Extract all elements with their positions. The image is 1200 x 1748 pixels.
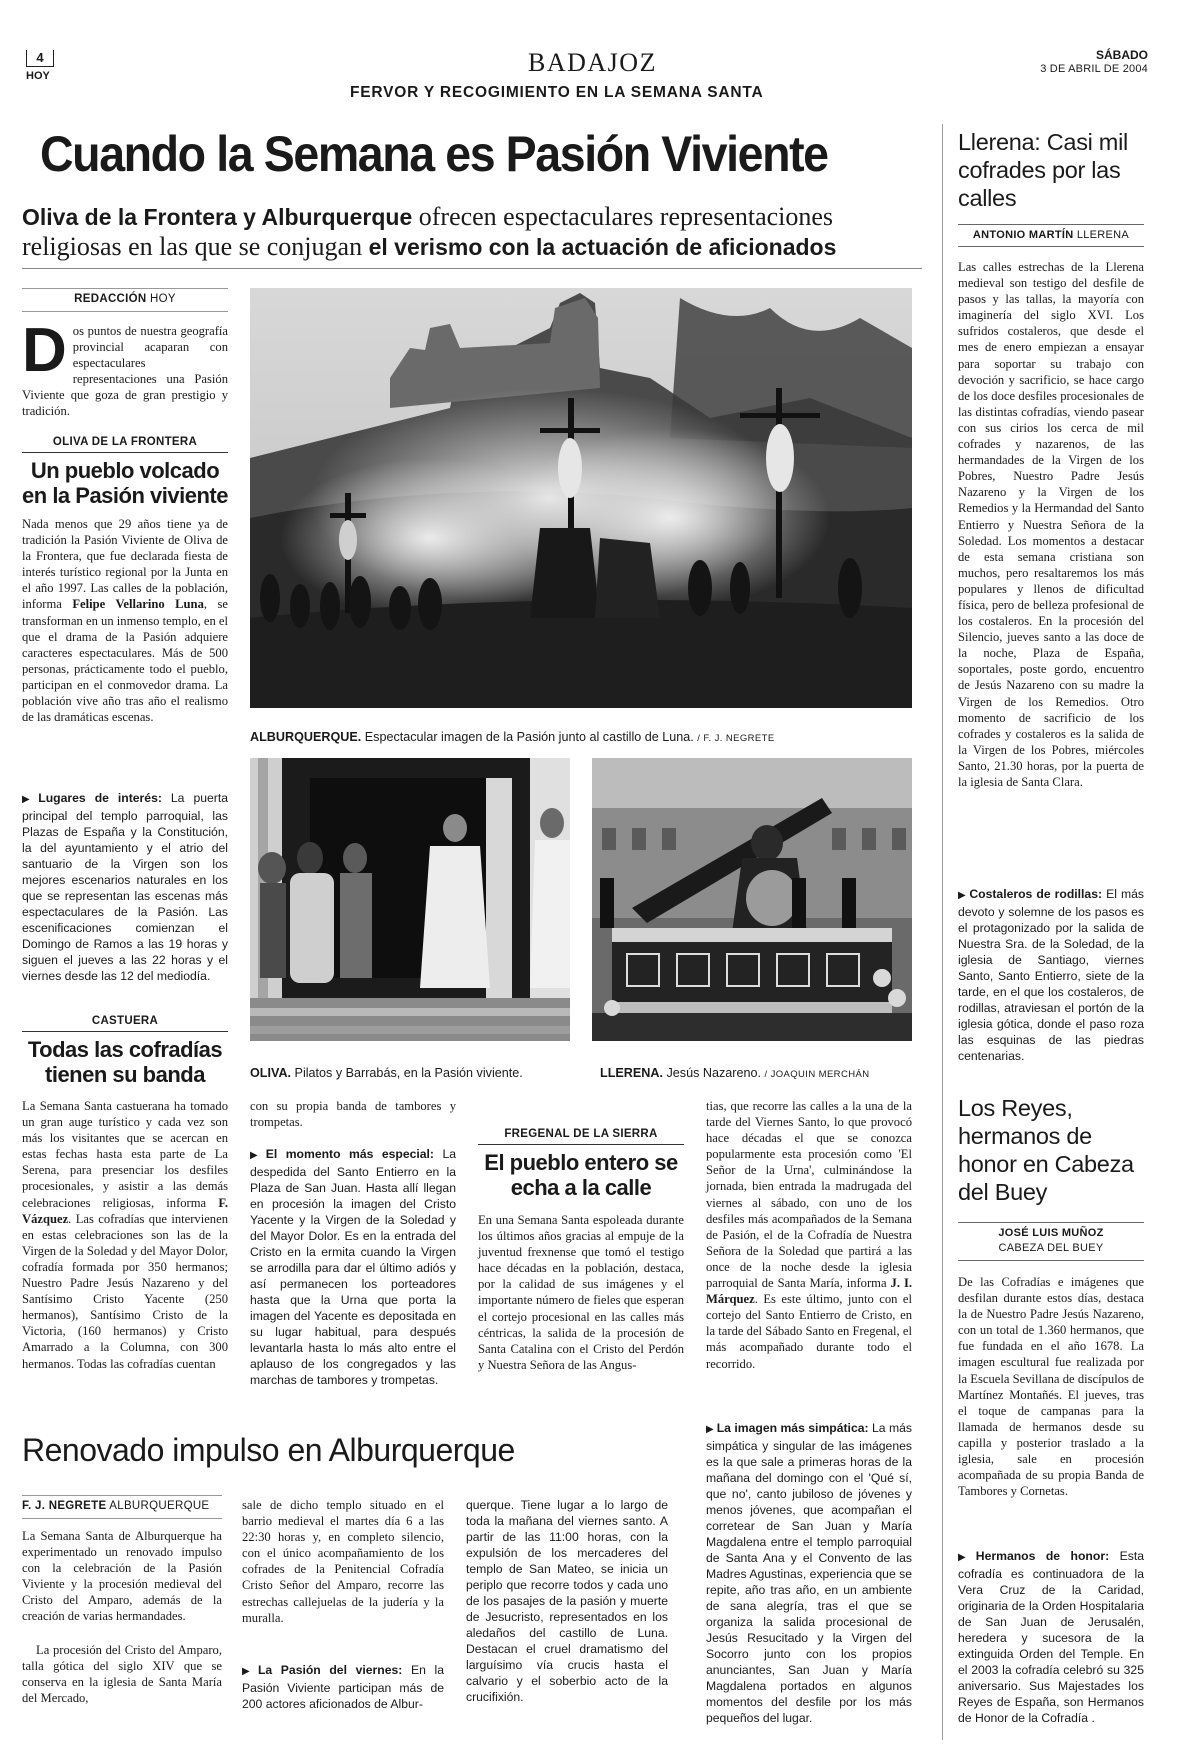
castuera-body-1 <box>22 1098 228 1372</box>
llerena-headline: Llerena: Casi mil cofrades por las calles <box>958 129 1128 211</box>
main-headline: Cuando la Semana es Pasión Viviente <box>40 126 828 182</box>
reyes-byline <box>958 1226 1144 1256</box>
reyes-headline: Los Reyes, hermanos de honor en Cabeza del Buey <box>958 1095 1134 1205</box>
fregenal-title: El pueblo entero se echa a la calle <box>484 1150 678 1200</box>
oliva-title: Un pueblo volcado en la Pasión viviente <box>22 458 228 508</box>
reyes-body-1: De las Cofradías e imágenes que desfilan durante estos días, destaca la de Nuestro Padre Jesús Nazareno, con un total de 1.360 hermanos, que fue fundada en el año 1678. La imagen escultural fue realizada por la Escuela Sevillana de discípulos de Martínez Montañés. El jueves, tras el toque de campanas para la llamada de hermanos desde su capilla y posterior traslado a la iglesia, sale en procesión acompañada de su propia Banda de Tambores y Cornetas. <box>958 1275 1144 1499</box>
alburquerque-photo <box>250 288 912 708</box>
llerena-photo <box>592 758 912 1041</box>
crucifixion-scene <box>250 288 912 708</box>
intro-paragraph <box>22 316 228 420</box>
oliva-caption-text: Pilatos y Barrabás, en la Pasión viviente. <box>291 1066 523 1080</box>
oliva-kicker: OLIVA DE LA FRONTERA <box>52 436 198 448</box>
alb-byline-rule-top <box>22 1495 222 1496</box>
arrow-icon: ▶ <box>958 1552 973 1563</box>
alburquerque-body-4 <box>242 1662 444 1712</box>
castuera-text-2: . Las cofradías que intervienen en estas celebraciones son las de la Virgen de la Soledad y del Mayor Dolor, cofradía formada por 350 hermanos; Nuestro Padre Jesús Nazareno y del Santísimo Cristo Yacente (250 hermanos), Santísimo Cristo de la Victoria, (160 hermanos) y Cristo Amarrado a la Columna, con 300 hermanos. Todas las cofradías cuentan <box>22 1211 228 1371</box>
oliva-caption <box>250 1066 523 1080</box>
llerena-byline <box>958 229 1144 241</box>
fregenal-lead: La imagen más simpática: <box>716 1421 869 1435</box>
alburquerque-body-1: La Semana Santa de Alburquerque ha experimentado un renovado impulso con la celebración de la Pasión Viviente y la procesión medieval del Cristo del Amparo, además de la creación de varias hermandades. <box>22 1529 222 1624</box>
oliva-body-1 <box>22 516 228 725</box>
deck-text: ofrecen espectaculares representaciones religiosas en las que se conjugan <box>22 202 834 261</box>
main-byline <box>22 293 228 305</box>
main-byline-place: HOY <box>150 293 176 305</box>
llerena-lead: Costaleros de rodillas: <box>969 887 1103 901</box>
jesus-nazareno-float <box>592 758 912 1041</box>
llerena-caption <box>600 1066 869 1080</box>
alburquerque-body-2: La procesión del Cristo del Amparo, talla gótica del siglo XIV que se conserva en la iglesia de Santa María del Mercado, <box>22 1643 222 1706</box>
alburquerque-headline: Renovado impulso en Alburquerque <box>22 1432 515 1468</box>
reyes-body-2 <box>958 1548 1144 1726</box>
main-byline-name: REDACCIÓN <box>74 293 147 305</box>
oliva-caption-place: OLIVA. <box>250 1066 292 1080</box>
byline-rule-top <box>22 288 228 289</box>
page-number: 4 <box>36 50 44 65</box>
fregenal-text-3: . Es este último, junto con el cortejo del Santo Entierro de Cristo, en la tarde del Sábado Santo en Fregenal, el más acompañado durante todo el recorrido. <box>706 1292 912 1371</box>
oliva-kicker-rule <box>22 452 228 453</box>
oliva-photo <box>250 758 570 1041</box>
alb-lead: La Pasión del viernes: <box>257 1663 403 1677</box>
fregenal-body-1: En una Semana Santa espoleada durante los últimos años gracias al empuje de la juventud frexnense que tomó el testigo hace décadas en la población, destaca, por la calidad de sus imágenes y el importante número de fieles que esperan el cortejo procesional en las calles más céntricas, la salida de la procesión de Santa Catalina con el Cristo del Perdón y Nuestra Señora de las Angus- <box>478 1213 684 1372</box>
castuera-text-1: La Semana Santa castuerana ha tomado un gran auge turístico y cada vez son más los visitantes que se acercan en estas fechas hasta esta parte de La Serena, para presenciar los desfiles procesionales, y asistir a las demás celebraciones religiosas, informa <box>22 1099 228 1210</box>
reyes-text-2: Esta cofradía es continuadora de la Vera Cruz de la Caridad, originaria de la Orden Hospitalaria de San Juan de Jerusalén, heredera y sucesora de la extinguida Orden del Temple. En el 2003 la cofradía celebró su 325 aniversario. Sus Majestades los Reyes de España, son Hermanos de Honor de la Cofradía . <box>958 1549 1144 1725</box>
alburquerque-byline <box>22 1500 222 1512</box>
paper-name: HOY <box>26 70 50 82</box>
llerena-caption-credit: / JOAQUIN MERCHÁN <box>764 1069 870 1080</box>
castuera-lead: El momento más especial: <box>265 1147 434 1161</box>
deck-rule <box>22 268 922 269</box>
pilatos-barrabas-scene <box>250 758 570 1041</box>
reyes-byline-place: CABEZA DEL BUEY <box>998 1242 1104 1254</box>
llerena-body-2 <box>958 886 1144 1064</box>
llerena-text-2: El más devoto y solemne de los pasos es el protagonizado por la salida de Nuestra Sra. de la Soledad, de la iglesia de Santiago, viernes Santo, Santo Entierro, siete de la tarde, en el que los costaleros, de rodillas, atraviesan el portón de la iglesia gótica, donde el paso roza las esquinas de las piedras centenarias. <box>958 887 1144 1063</box>
big-caption-place: ALBURQUERQUE. <box>250 730 362 744</box>
oliva-text-3: La puerta principal del templo parroquial, las Plazas de España y la Constitución, la del ayuntamiento y el atrio del santuario de la Virgen son los mejores escenarios naturales en los que se representan las escenas más espectaculares de la Pasión. Las escenificaciones comienzan el Domingo de Ramos a las 19 horas y siguen el jueves a las 22 horas y el viernes desde las 12 del mediodía. <box>22 791 228 983</box>
llerena-body-1: Las calles estrechas de la Llerena medieval son testigo del desfile de pasos y las tallas, la mayoría con imaginería del siglo XVI. Los sufridos costaleros, que desde el mes de enero empiezan a ensayar para soportar su trabajo con devoción y sacrificio, se hace cargo de los doce desfiles procesionales de las distintas cofradías, viendo pasear con sus cirios los cerca de mil cofrades y nazarenos, de las hermandades de la Virgen de los Pobres, Nuestro Padre Jesús Nazareno y la Virgen de los Remedios y la Hermandad del Santo Entierro y Nuestra Señora de la Soledad. Los momentos a destacar de esta semana cristiana son muchos, pero resaltaremos los más populares y llenos de dificultad física, pero de belleza profesional de los costaleros. En la procesión del Silencio, jueves santo a las doce de la noche, Plaza de España, soportales, poste gordo, encuentro de Jesús Nazareno con su madre la Virgen de los Remedios. Otro momento de sacrificio de los cofrades y costaleros es la salida de la Virgen de los Pobres, miércoles Santo, 21.30 horas, por la puerta de la iglesia de Santa Clara. <box>958 260 1144 789</box>
castuera-kicker: CASTUERA <box>91 1015 159 1027</box>
llerena-byline-rule-top <box>958 224 1144 225</box>
oliva-body-2 <box>22 790 228 984</box>
reyes-byline-rule-top <box>958 1222 1144 1223</box>
fregenal-kicker-rule <box>478 1144 684 1145</box>
reyes-lead: Hermanos de honor: <box>975 1549 1110 1563</box>
llerena-byline-name: ANTONIO MARTÍN <box>972 229 1074 241</box>
byline-rule-bottom <box>22 311 228 312</box>
arrow-icon: ▶ <box>242 1666 255 1677</box>
castuera-text-3: La despedida del Santo Entierro en la Plaza de San Juan. Hasta allí llegan en procesión la imagen del Cristo Yacente y la Virgen de la Soledad y del Mayor Dolor. Es en la entrada del Cristo en la ermita cuando la Virgen se arrodilla para dar el último adiós y así permanecen los porteadores hasta que la Urna que porta la imagen del Yacente es depositada en su lugar habitual, para después levantarla hasta lo más alto entre el aplauso de los congregados y las marchas de tambores y trompetas. <box>250 1147 456 1387</box>
reyes-byline-name: JOSÉ LUIS MUÑOZ <box>998 1227 1104 1239</box>
fregenal-text-2: tias, que recorre las calles a la una de la tarde del Viernes Santo, lo que provocó hace décadas el que se conozca popularmente esta procesión como 'El Señor de la Urna', culminándose la jornada, bien entrada la madrugada del viernes al sábado, con uno de los desfiles más acompañados de la Semana de Pasión, el de la Cofradía de Nuestra Señora de la Soledad que partirá a las once de la noche desde la iglesia parroquial de Santa María, informa <box>706 1099 912 1291</box>
header-day: SÁBADO <box>1095 48 1148 62</box>
arrow-icon: ▶ <box>706 1424 714 1435</box>
deck-bold-1: Oliva de la Frontera y Alburquerque <box>22 204 413 230</box>
fregenal-body-2 <box>706 1098 912 1372</box>
alburquerque-body-5: querque. Tiene lugar a lo largo de toda la mañana del viernes santo. A partir de las 11:00 horas, con la expulsión de los mercaderes del templo de San Mateo, se inicia un periplo que recorre todos y cada uno de los pasajes de la pasión y muerte de Jesucristo, representados en los aledaños del castillo de Luna. Destacan el cruel dramatismo del larguísimo vía crucis hasta el calvario y el soberbio acto de la crucifixión. <box>466 1498 668 1704</box>
alb-byline-name: F. J. NEGRETE <box>22 1500 107 1512</box>
llerena-caption-place: LLERENA. <box>600 1066 663 1080</box>
llerena-caption-text: Jesús Nazareno. <box>662 1066 761 1080</box>
big-caption-text: Espectacular imagen de la Pasión junto al castillo de Luna. <box>361 730 694 744</box>
arrow-icon: ▶ <box>22 794 36 805</box>
fregenal-text-4: La más simpática y singular de las imágenes es la que sale a primeras horas de la mañana del domingo con el 'Qué sí, que no', canto jubiloso de jóvenes y menos jóvenes, que acompañan el corretear de San Juan y María Magdalena entre el templo parroquial de Santa Ana y el Convento de las Madres Agustinas, experiencia que se repite, año tras año, en un ambiente de sana alegría, tras el que se organiza la salida procesional de Jesús Resucitado y la Virgen del Socorro junto con los propios anunciantes, San Juan y María Magdalena portados en algunos momentos del desfile por los más pequeños del lugar. <box>706 1421 912 1725</box>
alb-text-4: En la Pasión Viviente participan más de 200 actores aficionados de Albur- <box>242 1663 444 1711</box>
fregenal-kicker: FREGENAL DE LA SIERRA <box>504 1128 658 1140</box>
deck-bold-2: el verismo con la actuación de aficionados <box>368 234 837 260</box>
oliva-text-2: , se transforman en un inmenso templo, en el que el drama de la Pasión adquiere caracteres espectaculares. Más de 500 personas, prácticamente todo el pueblo, participan en el conmovedor drama. La población vive año tras año el realismo de las dramáticas escenas. <box>22 597 228 725</box>
drop-cap: D <box>22 316 67 385</box>
fregenal-informant: J. I. Márquez <box>706 1276 912 1307</box>
header-date: 3 DE ABRIL DE 2004 <box>1040 63 1148 75</box>
arrow-icon: ▶ <box>250 1150 263 1161</box>
castuera-title: Todas las cofradías tienen su banda <box>27 1037 223 1087</box>
arrow-icon: ▶ <box>958 890 967 901</box>
right-column-divider <box>942 124 943 1740</box>
section-title: BADAJOZ <box>528 48 657 77</box>
reyes-byline-rule-bottom <box>958 1260 1144 1261</box>
fregenal-body-3 <box>706 1420 912 1726</box>
intro-text: os puntos de nuestra geografía provincial acaparan con espectaculares representaciones una Pasión Viviente que goza de gran prestigio y tradición. <box>22 324 228 419</box>
alb-byline-place: ALBURQUERQUE <box>109 1500 210 1512</box>
oliva-lead: Lugares de interés: <box>38 791 162 805</box>
alb-byline-rule-bottom <box>22 1518 222 1519</box>
castuera-body-2: con su propia banda de tambores y trompetas. <box>250 1099 456 1130</box>
page-number-box <box>26 50 54 67</box>
llerena-byline-place: LLERENA <box>1076 229 1130 241</box>
castuera-informant: F. Vázquez <box>22 1195 228 1226</box>
oliva-text-1: Nada menos que 29 años tiene ya de tradición la Pasión Viviente de Oliva de la Frontera, que fue declarada fiesta de interés turístico regional por la Junta en el año 1997. Las calles de la población, informa <box>22 517 228 612</box>
main-deck <box>22 202 922 262</box>
supertitle: FERVOR Y RECOGIMIENTO EN LA SEMANA SANTA <box>350 84 764 101</box>
big-photo-caption <box>250 730 912 744</box>
oliva-informant: Felipe Vellarino Luna <box>72 597 204 612</box>
castuera-body-3 <box>250 1146 456 1388</box>
llerena-byline-rule-bottom <box>958 246 1144 247</box>
alburquerque-body-3: sale de dicho templo situado en el barrio medieval el martes día 6 a las 22:30 horas y, en completo silencio, con el único acompañamiento de los cofrades de la Penitencial Cofradía Cristo Señor del Amparo, recorre las estrechas callejuelas de la judería y la muralla. <box>242 1498 444 1625</box>
castuera-kicker-rule <box>22 1031 228 1032</box>
big-caption-credit: / F. J. NEGRETE <box>697 733 775 744</box>
